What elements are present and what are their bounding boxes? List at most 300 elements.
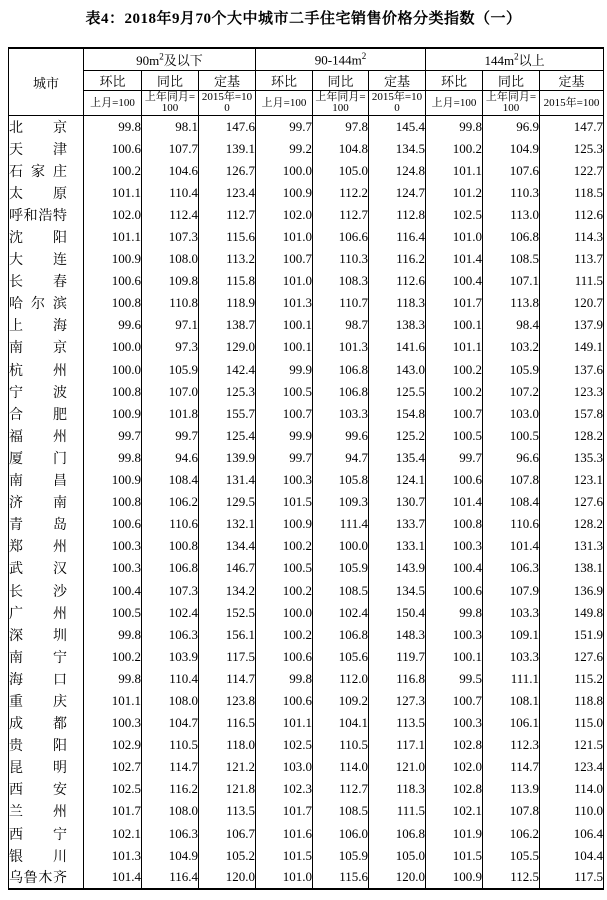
value-cell: 101.1 <box>84 182 142 204</box>
value-cell: 135.3 <box>540 447 604 469</box>
city-name: 银川 <box>9 849 67 865</box>
value-cell: 100.4 <box>84 579 142 601</box>
value-cell: 121.5 <box>540 734 604 756</box>
value-cell: 100.9 <box>256 182 313 204</box>
value-cell: 108.4 <box>483 491 540 513</box>
measure-header-yoy: 同比 <box>313 71 369 91</box>
value-cell: 112.6 <box>540 204 604 226</box>
value-cell: 121.2 <box>199 756 256 778</box>
value-cell: 112.5 <box>483 867 540 889</box>
value-cell: 100.8 <box>84 292 142 314</box>
value-cell: 100.0 <box>256 602 313 624</box>
value-cell: 103.3 <box>483 646 540 668</box>
city-name: 西安 <box>9 783 67 799</box>
table-row <box>9 182 604 204</box>
value-cell: 105.9 <box>313 845 369 867</box>
city-name: 济南 <box>9 496 67 512</box>
value-cell: 125.3 <box>199 381 256 403</box>
value-cell: 107.8 <box>483 800 540 822</box>
value-cell: 100.7 <box>256 248 313 270</box>
value-cell: 107.0 <box>142 381 199 403</box>
value-cell: 133.7 <box>369 513 426 535</box>
value-cell: 139.9 <box>199 447 256 469</box>
value-cell: 157.8 <box>540 403 604 425</box>
city-name: 沈阳 <box>9 231 67 247</box>
value-cell: 147.6 <box>199 116 256 138</box>
value-cell: 113.0 <box>483 204 540 226</box>
value-cell: 102.0 <box>426 756 483 778</box>
value-cell: 108.5 <box>483 248 540 270</box>
base-header-2015: 2015年=100 <box>540 91 604 116</box>
value-cell: 100.6 <box>84 270 142 292</box>
table-row <box>9 403 604 425</box>
value-cell: 110.3 <box>483 182 540 204</box>
value-cell: 100.3 <box>426 535 483 557</box>
city-name: 长沙 <box>9 584 67 600</box>
city-cell <box>9 381 84 403</box>
value-cell: 156.1 <box>199 624 256 646</box>
value-cell: 102.0 <box>84 204 142 226</box>
value-cell: 116.8 <box>369 668 426 690</box>
measure-header-fixed-base: 定基 <box>540 71 604 91</box>
value-cell: 104.6 <box>142 160 199 182</box>
value-cell: 103.3 <box>313 403 369 425</box>
value-cell: 94.6 <box>142 447 199 469</box>
value-cell: 110.4 <box>142 182 199 204</box>
value-cell: 103.9 <box>142 646 199 668</box>
value-cell: 100.6 <box>256 690 313 712</box>
value-cell: 99.6 <box>313 425 369 447</box>
value-cell: 113.9 <box>483 778 540 800</box>
value-cell: 137.9 <box>540 314 604 336</box>
city-name: 天津 <box>9 142 67 158</box>
city-name: 重庆 <box>9 694 67 710</box>
value-cell: 100.3 <box>426 624 483 646</box>
value-cell: 106.2 <box>142 491 199 513</box>
value-cell: 152.5 <box>199 602 256 624</box>
value-cell: 110.3 <box>313 248 369 270</box>
base-header-2015: 2015年=100 <box>199 91 256 116</box>
value-cell: 99.8 <box>84 668 142 690</box>
value-cell: 110.5 <box>313 734 369 756</box>
value-cell: 107.9 <box>483 579 540 601</box>
value-cell: 110.8 <box>142 292 199 314</box>
city-name: 西宁 <box>9 827 67 843</box>
value-cell: 101.9 <box>426 823 483 845</box>
value-cell: 105.5 <box>483 845 540 867</box>
value-cell: 108.5 <box>313 800 369 822</box>
value-cell: 100.3 <box>426 712 483 734</box>
value-cell: 105.0 <box>369 845 426 867</box>
value-cell: 102.7 <box>84 756 142 778</box>
city-cell <box>9 602 84 624</box>
value-cell: 102.8 <box>426 734 483 756</box>
measure-header-yoy: 同比 <box>483 71 540 91</box>
table-row <box>9 381 604 403</box>
value-cell: 101.2 <box>426 182 483 204</box>
header-row-groups <box>9 48 604 71</box>
value-cell: 106.8 <box>313 359 369 381</box>
value-cell: 108.1 <box>483 690 540 712</box>
value-cell: 101.1 <box>84 690 142 712</box>
value-cell: 123.1 <box>540 469 604 491</box>
value-cell: 99.8 <box>426 602 483 624</box>
value-cell: 112.8 <box>369 204 426 226</box>
value-cell: 124.7 <box>369 182 426 204</box>
value-cell: 100.9 <box>84 248 142 270</box>
value-cell: 136.9 <box>540 579 604 601</box>
city-name: 杭州 <box>9 363 67 379</box>
value-cell: 155.7 <box>199 403 256 425</box>
group-label: 90m <box>136 53 160 68</box>
value-cell: 101.5 <box>256 845 313 867</box>
value-cell: 110.5 <box>142 734 199 756</box>
table-row <box>9 535 604 557</box>
value-cell: 100.7 <box>426 403 483 425</box>
value-cell: 98.1 <box>142 116 199 138</box>
value-cell: 124.8 <box>369 160 426 182</box>
table-row <box>9 491 604 513</box>
value-cell: 112.4 <box>142 204 199 226</box>
value-cell: 101.1 <box>256 712 313 734</box>
table-row <box>9 469 604 491</box>
value-cell: 106.8 <box>142 557 199 579</box>
value-cell: 102.5 <box>426 204 483 226</box>
value-cell: 106.8 <box>313 381 369 403</box>
city-cell <box>9 204 84 226</box>
value-cell: 101.1 <box>84 226 142 248</box>
value-cell: 100.3 <box>84 535 142 557</box>
value-cell: 125.3 <box>540 138 604 160</box>
group-header-144-above <box>426 48 604 71</box>
value-cell: 104.9 <box>483 138 540 160</box>
table-row <box>9 226 604 248</box>
value-cell: 100.2 <box>426 381 483 403</box>
city-cell <box>9 314 84 336</box>
value-cell: 108.4 <box>142 469 199 491</box>
value-cell: 114.0 <box>313 756 369 778</box>
value-cell: 100.5 <box>483 425 540 447</box>
value-cell: 110.4 <box>142 668 199 690</box>
base-header-prev-year: 上年同月=100 <box>483 91 540 116</box>
value-cell: 112.7 <box>313 204 369 226</box>
value-cell: 114.7 <box>483 756 540 778</box>
value-cell: 111.5 <box>540 270 604 292</box>
value-cell: 100.9 <box>426 867 483 889</box>
city-cell <box>9 160 84 182</box>
value-cell: 99.2 <box>256 138 313 160</box>
value-cell: 106.2 <box>483 823 540 845</box>
value-cell: 105.2 <box>199 845 256 867</box>
city-cell <box>9 624 84 646</box>
value-cell: 102.1 <box>84 823 142 845</box>
superscript: 2 <box>159 51 164 62</box>
value-cell: 106.8 <box>313 624 369 646</box>
value-cell: 105.0 <box>313 160 369 182</box>
value-cell: 127.6 <box>540 491 604 513</box>
value-cell: 104.7 <box>142 712 199 734</box>
value-cell: 100.2 <box>256 579 313 601</box>
value-cell: 106.3 <box>142 823 199 845</box>
value-cell: 100.5 <box>256 381 313 403</box>
city-name: 乌鲁木齐 <box>9 871 67 887</box>
city-name: 深圳 <box>9 628 67 644</box>
city-cell <box>9 690 84 712</box>
value-cell: 100.5 <box>84 602 142 624</box>
table-row <box>9 314 604 336</box>
base-header-prev-month: 上月=100 <box>426 91 483 116</box>
value-cell: 112.6 <box>369 270 426 292</box>
value-cell: 101.1 <box>426 160 483 182</box>
value-cell: 116.4 <box>369 226 426 248</box>
value-cell: 120.7 <box>540 292 604 314</box>
value-cell: 146.7 <box>199 557 256 579</box>
city-cell <box>9 557 84 579</box>
city-cell <box>9 778 84 800</box>
value-cell: 100.9 <box>84 403 142 425</box>
value-cell: 108.0 <box>142 248 199 270</box>
measure-header-fixed-base: 定基 <box>369 71 426 91</box>
value-cell: 145.4 <box>369 116 426 138</box>
value-cell: 106.8 <box>483 226 540 248</box>
value-cell: 104.1 <box>313 712 369 734</box>
value-cell: 99.7 <box>256 116 313 138</box>
city-cell <box>9 226 84 248</box>
value-cell: 107.8 <box>483 469 540 491</box>
table-row <box>9 712 604 734</box>
value-cell: 101.5 <box>256 491 313 513</box>
value-cell: 112.3 <box>483 734 540 756</box>
value-cell: 128.2 <box>540 513 604 535</box>
value-cell: 101.0 <box>256 270 313 292</box>
value-cell: 102.0 <box>256 204 313 226</box>
value-cell: 121.8 <box>199 778 256 800</box>
value-cell: 100.2 <box>426 138 483 160</box>
value-cell: 97.3 <box>142 336 199 358</box>
value-cell: 118.8 <box>540 690 604 712</box>
value-cell: 115.8 <box>199 270 256 292</box>
value-cell: 106.3 <box>483 557 540 579</box>
city-name: 大连 <box>9 253 67 269</box>
value-cell: 131.3 <box>540 535 604 557</box>
value-cell: 105.9 <box>313 557 369 579</box>
value-cell: 113.5 <box>199 800 256 822</box>
value-cell: 100.1 <box>256 314 313 336</box>
value-cell: 101.3 <box>313 336 369 358</box>
group-label: 144m <box>484 53 515 68</box>
table-row <box>9 557 604 579</box>
table-row <box>9 756 604 778</box>
city-name: 合肥 <box>9 407 67 423</box>
value-cell: 113.8 <box>483 292 540 314</box>
value-cell: 106.8 <box>369 823 426 845</box>
value-cell: 107.1 <box>483 270 540 292</box>
city-cell <box>9 182 84 204</box>
city-cell <box>9 336 84 358</box>
value-cell: 137.6 <box>540 359 604 381</box>
value-cell: 101.7 <box>426 292 483 314</box>
city-name: 石家庄 <box>9 164 67 180</box>
measure-header-mom: 环比 <box>84 71 142 91</box>
value-cell: 107.3 <box>142 579 199 601</box>
table-header <box>9 48 604 116</box>
value-cell: 107.3 <box>142 226 199 248</box>
value-cell: 104.8 <box>313 138 369 160</box>
value-cell: 100.2 <box>256 624 313 646</box>
group-label: 及以下 <box>163 53 203 68</box>
value-cell: 101.0 <box>256 226 313 248</box>
city-name: 宁波 <box>9 385 67 401</box>
city-name: 长春 <box>9 275 67 291</box>
value-cell: 109.1 <box>483 624 540 646</box>
value-cell: 111.1 <box>483 668 540 690</box>
table-body <box>9 116 604 889</box>
value-cell: 100.9 <box>256 513 313 535</box>
header-row-bases <box>9 91 604 116</box>
value-cell: 134.4 <box>199 535 256 557</box>
value-cell: 100.8 <box>84 491 142 513</box>
value-cell: 102.9 <box>84 734 142 756</box>
value-cell: 99.8 <box>84 116 142 138</box>
table-row <box>9 447 604 469</box>
value-cell: 130.7 <box>369 491 426 513</box>
city-name: 哈尔滨 <box>9 297 67 313</box>
value-cell: 117.1 <box>369 734 426 756</box>
city-name: 北京 <box>9 120 67 136</box>
value-cell: 106.3 <box>142 624 199 646</box>
value-cell: 116.4 <box>142 867 199 889</box>
value-cell: 99.9 <box>256 359 313 381</box>
table-row <box>9 690 604 712</box>
value-cell: 134.2 <box>199 579 256 601</box>
value-cell: 135.4 <box>369 447 426 469</box>
city-cell <box>9 800 84 822</box>
value-cell: 104.9 <box>142 845 199 867</box>
city-name: 广州 <box>9 606 67 622</box>
value-cell: 100.0 <box>256 160 313 182</box>
value-cell: 107.7 <box>142 138 199 160</box>
value-cell: 100.1 <box>426 314 483 336</box>
value-cell: 100.4 <box>426 270 483 292</box>
value-cell: 102.5 <box>256 734 313 756</box>
value-cell: 116.2 <box>142 778 199 800</box>
value-cell: 113.2 <box>199 248 256 270</box>
table-row <box>9 778 604 800</box>
value-cell: 147.7 <box>540 116 604 138</box>
table-row <box>9 845 604 867</box>
city-name: 呼和浩特 <box>9 208 67 224</box>
value-cell: 115.0 <box>540 712 604 734</box>
value-cell: 123.4 <box>199 182 256 204</box>
base-header-prev-year: 上年同月=100 <box>313 91 369 116</box>
value-cell: 113.7 <box>540 248 604 270</box>
value-cell: 117.5 <box>540 867 604 889</box>
value-cell: 102.4 <box>313 602 369 624</box>
table-row <box>9 823 604 845</box>
measure-header-mom: 环比 <box>426 71 483 91</box>
base-header-prev-year: 上年同月=100 <box>142 91 199 116</box>
value-cell: 122.7 <box>540 160 604 182</box>
value-cell: 106.7 <box>199 823 256 845</box>
value-cell: 101.1 <box>426 336 483 358</box>
table-row <box>9 579 604 601</box>
value-cell: 111.4 <box>313 513 369 535</box>
city-name: 南宁 <box>9 650 67 666</box>
city-name: 南京 <box>9 341 67 357</box>
value-cell: 97.1 <box>142 314 199 336</box>
value-cell: 115.6 <box>199 226 256 248</box>
value-cell: 125.5 <box>369 381 426 403</box>
city-name: 青岛 <box>9 518 67 534</box>
table-row <box>9 867 604 889</box>
value-cell: 113.5 <box>369 712 426 734</box>
value-cell: 102.5 <box>84 778 142 800</box>
value-cell: 102.1 <box>426 800 483 822</box>
value-cell: 101.7 <box>84 800 142 822</box>
value-cell: 104.4 <box>540 845 604 867</box>
city-name: 兰州 <box>9 805 67 821</box>
base-header-prev-month: 上月=100 <box>256 91 313 116</box>
value-cell: 110.6 <box>483 513 540 535</box>
value-cell: 109.2 <box>313 690 369 712</box>
value-cell: 111.5 <box>369 800 426 822</box>
value-cell: 103.0 <box>256 756 313 778</box>
value-cell: 123.8 <box>199 690 256 712</box>
city-cell <box>9 867 84 889</box>
city-name: 武汉 <box>9 562 67 578</box>
value-cell: 100.9 <box>84 469 142 491</box>
value-cell: 132.1 <box>199 513 256 535</box>
value-cell: 120.0 <box>199 867 256 889</box>
value-cell: 100.7 <box>426 690 483 712</box>
value-cell: 114.7 <box>199 668 256 690</box>
value-cell: 101.6 <box>256 823 313 845</box>
value-cell: 96.6 <box>483 447 540 469</box>
base-header-2015: 2015年=100 <box>369 91 426 116</box>
city-name: 太原 <box>9 186 67 202</box>
value-cell: 124.1 <box>369 469 426 491</box>
value-cell: 105.6 <box>313 646 369 668</box>
measure-header-fixed-base: 定基 <box>199 71 256 91</box>
value-cell: 100.2 <box>426 359 483 381</box>
value-cell: 105.9 <box>142 359 199 381</box>
group-label: 以上 <box>518 53 545 68</box>
table-row <box>9 336 604 358</box>
value-cell: 116.5 <box>199 712 256 734</box>
value-cell: 112.7 <box>199 204 256 226</box>
value-cell: 119.7 <box>369 646 426 668</box>
value-cell: 99.8 <box>256 668 313 690</box>
value-cell: 100.6 <box>426 469 483 491</box>
value-cell: 100.2 <box>84 646 142 668</box>
value-cell: 133.1 <box>369 535 426 557</box>
value-cell: 139.1 <box>199 138 256 160</box>
value-cell: 101.3 <box>256 292 313 314</box>
city-cell <box>9 403 84 425</box>
table-row <box>9 359 604 381</box>
value-cell: 94.7 <box>313 447 369 469</box>
table-row <box>9 624 604 646</box>
measure-header-yoy: 同比 <box>142 71 199 91</box>
city-name: 福州 <box>9 429 67 445</box>
city-name: 海口 <box>9 672 67 688</box>
value-cell: 100.5 <box>426 425 483 447</box>
price-index-table <box>8 47 604 890</box>
city-cell <box>9 668 84 690</box>
value-cell: 107.2 <box>483 381 540 403</box>
value-cell: 118.0 <box>199 734 256 756</box>
value-cell: 101.3 <box>84 845 142 867</box>
